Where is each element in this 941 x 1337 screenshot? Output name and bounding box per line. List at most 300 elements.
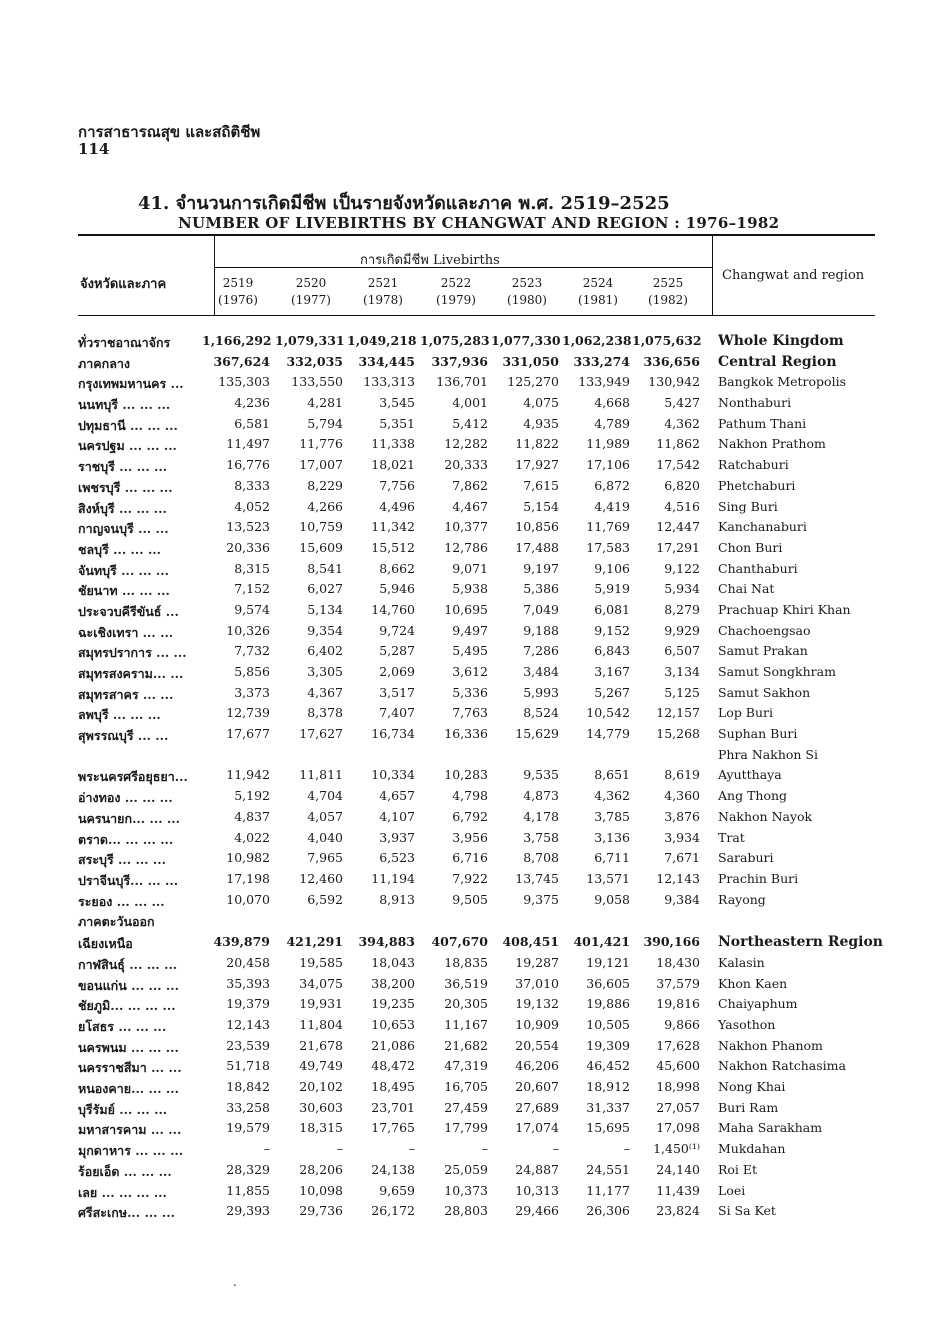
table-row [0, 1058, 941, 1079]
row-label-thai: ลพบุรี ... ... ... [78, 707, 161, 723]
table-row [0, 788, 941, 809]
row-label-english: Chanthaburi [718, 560, 798, 576]
cell-value: 17,583 [586, 539, 630, 555]
cell-value: 23,824 [656, 1203, 700, 1219]
cell-value: 6,081 [594, 601, 630, 617]
cell-value: 4,837 [234, 808, 270, 824]
row-label-english: Rayong [718, 891, 766, 907]
column-header-region-thai: จังหวัดและภาค [80, 277, 167, 292]
cell-value: 5,386 [523, 581, 559, 597]
cell-value: 3,937 [379, 829, 415, 845]
cell-value: 37,010 [515, 975, 559, 991]
cell-value: 3,545 [379, 395, 415, 411]
row-label-thai: สมุทรสงคราม... ... [78, 666, 184, 681]
cell-value: 12,447 [656, 519, 700, 535]
cell-value: 29,393 [226, 1203, 270, 1219]
cell-value: 17,488 [515, 539, 559, 555]
cell-value: 4,057 [307, 808, 343, 824]
cell-value: 5,427 [664, 395, 700, 411]
cell-value: 1,075,283 [420, 333, 490, 348]
cell-value: 13,745 [515, 870, 559, 886]
cell-value: 5,192 [234, 788, 270, 804]
cell-value: 9,574 [234, 601, 270, 617]
cell-value: 334,445 [358, 353, 415, 369]
cell-value: 11,822 [515, 436, 559, 452]
row-label-english: Lop Buri [718, 705, 774, 721]
footnote-mark: . [233, 1275, 237, 1289]
cell-value: 23,539 [226, 1037, 270, 1053]
cell-value: 6,843 [594, 643, 630, 659]
cell-value: 6,592 [307, 891, 343, 907]
table-row [0, 747, 941, 768]
row-label-english: Phra Nakhon Si [718, 746, 818, 762]
cell-value: 18,495 [371, 1079, 415, 1095]
row-label-thai: อ่างทอง ... ... ... [78, 790, 173, 806]
table-row [0, 1162, 941, 1183]
cell-value: 18,021 [371, 457, 415, 473]
cell-value: 407,670 [431, 934, 488, 950]
row-label-english: Ratchaburi [718, 457, 789, 473]
cell-value: 13,571 [586, 870, 630, 886]
row-label-thai: ทั่วราชอาณาจักร [78, 335, 171, 350]
table-title-thai: 41. จำนวนการเกิดมีชีพ เป็นรายจังหวัดและภาค พ.ศ. 2519–2525 [138, 193, 670, 214]
cell-value: 6,507 [664, 643, 700, 659]
year-be: 2523 [511, 276, 543, 290]
cell-value: 17,542 [656, 457, 700, 473]
cell-value: 15,609 [299, 539, 343, 555]
cell-value: 13,523 [226, 519, 270, 535]
cell-value: 9,384 [664, 891, 700, 907]
cell-value: 7,407 [379, 705, 415, 721]
cell-value: 4,367 [307, 684, 343, 700]
cell-value: 5,336 [452, 684, 488, 700]
cell-value: 18,842 [226, 1079, 270, 1095]
row-label-thai: ขอนแก่น ... ... ... [78, 977, 179, 993]
cell-value: 6,523 [379, 850, 415, 866]
row-label-english: Sing Buri [718, 498, 778, 514]
cell-value: 5,946 [379, 581, 415, 597]
cell-value: 9,659 [379, 1182, 415, 1198]
row-label-english: Nonthaburi [718, 395, 792, 411]
cell-value: 3,876 [664, 808, 700, 824]
cell-value: 7,922 [452, 870, 488, 886]
cell-value: 38,200 [371, 975, 415, 991]
cell-value: 1,166,292 [202, 333, 272, 348]
year-ad: (1979) [436, 293, 476, 307]
cell-value: 10,313 [515, 1182, 559, 1198]
row-label-english: Samut Songkhram [718, 664, 836, 679]
row-label-thai: พระนครศรีอยุธยา... [78, 769, 188, 785]
cell-value: 16,734 [371, 726, 415, 742]
cell-value: 17,927 [515, 457, 559, 473]
cell-value: – [408, 1141, 415, 1157]
row-label-thai: ประจวบคีรีขันธ์ ... [78, 603, 179, 619]
cell-value: 11,177 [586, 1182, 630, 1198]
row-label-english: Trat [718, 829, 745, 845]
cell-value: 30,603 [299, 1099, 343, 1115]
cell-value: 9,929 [664, 622, 700, 638]
table-row [0, 519, 941, 540]
cell-value: 3,305 [307, 664, 343, 679]
cell-value: 8,524 [523, 705, 559, 721]
cell-value: 20,333 [444, 457, 488, 473]
cell-value: 9,497 [452, 622, 488, 638]
row-label-thai: ภาคกลาง [78, 355, 130, 371]
cell-value: 20,336 [226, 539, 270, 555]
column-divider [712, 236, 713, 315]
cell-value: 9,354 [307, 622, 343, 638]
cell-value: 19,132 [515, 996, 559, 1012]
row-label-thai: นครพนม ... ... ... [78, 1039, 179, 1055]
cell-value: 5,351 [379, 415, 415, 431]
row-label-english: Maha Sarakham [718, 1120, 823, 1136]
cell-value: 9,505 [452, 891, 488, 907]
cell-value: 333,274 [573, 353, 630, 369]
row-label-english: Central Region [718, 353, 837, 370]
row-label-thai: ฉะเชิงเทรา ... ... [78, 624, 174, 640]
row-label-english: Ang Thong [718, 788, 788, 804]
row-label-thai: ยโสธร ... ... ... [78, 1019, 167, 1034]
cell-value: 8,662 [379, 560, 415, 576]
cell-value: 7,615 [523, 477, 559, 493]
cell-value: 4,360 [664, 788, 700, 804]
cell-value: 25,059 [444, 1161, 488, 1177]
year-header [205, 275, 271, 309]
row-label-english: Whole Kingdom [718, 333, 844, 349]
cell-value: 7,756 [379, 477, 415, 493]
row-label-english: Buri Ram [718, 1099, 779, 1115]
cell-value: 4,178 [523, 808, 559, 824]
cell-value: 3,934 [664, 829, 700, 845]
row-label-thai: นครนายก... ... ... [78, 810, 180, 826]
cell-value: 367,624 [213, 353, 270, 369]
cell-value: 6,027 [307, 581, 343, 597]
row-label-english: Samut Prakan [718, 643, 808, 659]
table-row [0, 561, 941, 582]
table-row [0, 1203, 941, 1224]
cell-value: 1,079,331 [275, 333, 345, 348]
row-label-thai: ภาคตะวันออก [78, 914, 155, 930]
cell-value: 10,070 [226, 891, 270, 907]
row-label-thai: จันทบุรี ... ... ... [78, 562, 169, 578]
table-row [0, 436, 941, 457]
table-title-english: NUMBER OF LIVEBIRTHS BY CHANGWAT AND REGION : 1976–1982 [178, 214, 780, 232]
cell-value: 4,022 [234, 829, 270, 845]
cell-value: 4,467 [452, 498, 488, 514]
year-ad: (1981) [578, 293, 618, 307]
cell-value: 9,152 [594, 622, 630, 638]
cell-value: 390,166 [643, 934, 700, 950]
cell-value: 14,760 [371, 601, 415, 617]
year-ad: (1977) [291, 293, 331, 307]
cell-value: 26,172 [371, 1203, 415, 1219]
cell-value: 16,776 [226, 457, 270, 473]
cell-value: 11,776 [299, 436, 343, 452]
cell-value: 19,309 [586, 1037, 630, 1053]
cell-value: 9,071 [452, 560, 488, 576]
cell-value: 18,912 [586, 1079, 630, 1095]
cell-value: 17,677 [226, 726, 270, 742]
table-row [0, 1017, 941, 1038]
row-label-thai: กาญจนบุรี ... ... [78, 521, 169, 537]
cell-value: 10,283 [444, 767, 488, 783]
table-row [0, 395, 941, 416]
cell-value: 10,695 [444, 601, 488, 617]
cell-value: 136,701 [436, 374, 488, 390]
year-be: 2519 [222, 276, 254, 290]
row-label-thai: สระบุรี ... ... ... [78, 852, 166, 868]
cell-value: 19,816 [656, 996, 700, 1012]
table-row [0, 892, 941, 913]
cell-value: 7,671 [664, 850, 700, 866]
cell-value: 36,519 [444, 975, 488, 991]
year-be: 2524 [582, 276, 614, 290]
table-row [0, 767, 941, 788]
cell-value: – [623, 1141, 630, 1157]
cell-value: 21,682 [444, 1037, 488, 1053]
cell-value: 4,419 [594, 498, 630, 514]
row-label-english: Yasothon [718, 1017, 776, 1032]
row-label-english: Nakhon Phanom [718, 1037, 823, 1053]
cell-value: 49,749 [299, 1058, 343, 1074]
cell-value: 5,154 [523, 498, 559, 514]
cell-value: 331,050 [502, 353, 559, 369]
cell-value: 10,542 [586, 705, 630, 721]
cell-value: 3,484 [523, 664, 559, 679]
table-row [0, 705, 941, 726]
cell-value: 18,430 [656, 954, 700, 970]
column-header-region-english: Changwat and region [722, 268, 865, 283]
table-row [0, 499, 941, 520]
cell-value: 7,732 [234, 643, 270, 659]
cell-value: 18,835 [444, 954, 488, 970]
cell-value: 11,167 [444, 1017, 488, 1032]
cell-value: 4,668 [594, 395, 630, 411]
table-row [0, 374, 941, 395]
cell-value: 9,106 [594, 560, 630, 576]
table-row [0, 685, 941, 706]
cell-value: 421,291 [286, 934, 343, 950]
cell-value: 35,393 [226, 975, 270, 991]
cell-value: 9,866 [664, 1017, 700, 1032]
row-label-thai: กาฬสินธุ์ ... ... ... [78, 956, 178, 972]
row-label-thai: เพชรบุรี ... ... ... [78, 479, 173, 495]
cell-value: 17,098 [656, 1120, 700, 1136]
cell-value: 11,811 [299, 767, 343, 783]
cell-value: 29,466 [515, 1203, 559, 1219]
row-label-english: Nakhon Ratchasima [718, 1058, 846, 1074]
cell-value: 21,086 [371, 1037, 415, 1053]
table-row [0, 643, 941, 664]
cell-value: 27,057 [656, 1099, 700, 1115]
cell-value: 10,373 [444, 1182, 488, 1198]
cell-value: 7,049 [523, 601, 559, 617]
cell-value: 4,075 [523, 395, 559, 411]
table-row [0, 830, 941, 851]
cell-value: 17,799 [444, 1120, 488, 1136]
cell-value: 27,459 [444, 1099, 488, 1115]
cell-value: 9,197 [523, 560, 559, 576]
cell-value: 12,460 [299, 870, 343, 886]
cell-value: 34,075 [299, 975, 343, 991]
table-row [0, 540, 941, 561]
cell-value: 46,206 [515, 1058, 559, 1074]
cell-value: 332,035 [286, 353, 343, 369]
row-label-thai: หนองคาย... ... ... [78, 1081, 179, 1097]
cell-value: 24,551 [586, 1161, 630, 1177]
cell-value: 15,695 [586, 1120, 630, 1136]
table-row [0, 478, 941, 499]
cell-value: 7,763 [452, 705, 488, 721]
cell-value: 28,206 [299, 1161, 343, 1177]
row-label-english: Si Sa Ket [718, 1203, 776, 1219]
cell-value: 16,705 [444, 1079, 488, 1095]
cell-value: – [481, 1141, 488, 1157]
cell-value: 133,550 [291, 374, 343, 390]
cell-value: 3,517 [379, 684, 415, 700]
row-label-english: Ayutthaya [718, 767, 782, 783]
cell-value: 20,102 [299, 1079, 343, 1095]
cell-value: 8,378 [307, 705, 343, 721]
table-row [0, 726, 941, 747]
cell-value: 4,052 [234, 498, 270, 514]
cell-value: 16,336 [444, 726, 488, 742]
cell-value: 11,338 [371, 436, 415, 452]
cell-value: 11,989 [586, 436, 630, 452]
cell-value: 8,619 [664, 767, 700, 783]
cell-value: 5,934 [664, 581, 700, 597]
cell-value: 10,334 [371, 767, 415, 783]
row-label-english: Northeastern Region [718, 934, 883, 951]
cell-value: 4,236 [234, 395, 270, 411]
cell-value: 8,651 [594, 767, 630, 783]
year-header [350, 275, 416, 309]
cell-value: 19,585 [299, 954, 343, 970]
cell-value: 17,765 [371, 1120, 415, 1136]
cell-value: 17,198 [226, 870, 270, 886]
row-label-thai: นครปฐม ... ... ... [78, 438, 177, 454]
cell-value: 9,535 [523, 767, 559, 783]
table-row [0, 912, 941, 934]
row-label-english: Loei [718, 1182, 746, 1198]
cell-value: 10,982 [226, 850, 270, 866]
cell-value: 4,496 [379, 498, 415, 514]
cell-value: 3,373 [234, 684, 270, 700]
year-header [423, 275, 489, 309]
cell-value: 6,820 [664, 477, 700, 493]
cell-value: 20,607 [515, 1079, 559, 1095]
cell-value: 18,998 [656, 1079, 700, 1095]
cell-value: 4,362 [664, 415, 700, 431]
cell-value: 12,143 [656, 870, 700, 886]
cell-value: 10,759 [299, 519, 343, 535]
table-row [0, 1183, 941, 1204]
cell-value: 5,287 [379, 643, 415, 659]
cell-value: 3,136 [594, 829, 630, 845]
cell-value: 11,342 [371, 519, 415, 535]
cell-value: 6,581 [234, 415, 270, 431]
cell-value: 19,287 [515, 954, 559, 970]
cell-value: 4,107 [379, 808, 415, 824]
cell-value: 10,505 [586, 1017, 630, 1032]
cell-value: 29,736 [299, 1203, 343, 1219]
cell-value: 4,704 [307, 788, 343, 804]
row-label-english: Khon Kaen [718, 975, 788, 991]
cell-value: 6,711 [594, 850, 630, 866]
row-label-thai: สิงห์บุรี ... ... ... [78, 500, 167, 516]
cell-value: 10,856 [515, 519, 559, 535]
cell-value: 5,794 [307, 415, 343, 431]
year-header [494, 275, 560, 309]
cell-value: 8,708 [523, 850, 559, 866]
cell-value: 17,627 [299, 726, 343, 742]
table-row [0, 457, 941, 478]
row-label-english: Chon Buri [718, 539, 783, 555]
data-table [0, 333, 941, 1224]
row-label-english: Prachin Buri [718, 870, 799, 886]
year-ad: (1982) [648, 293, 688, 307]
cell-value: 408,451 [502, 934, 559, 950]
cell-value: 394,883 [358, 934, 415, 950]
cell-value: 11,194 [371, 870, 415, 886]
cell-value: 11,769 [586, 519, 630, 535]
cell-value: 5,125 [664, 684, 700, 700]
cell-value: 3,956 [452, 829, 488, 845]
row-label-english: Roi Et [718, 1161, 758, 1177]
cell-value: 9,188 [523, 622, 559, 638]
cell-value: 4,266 [307, 498, 343, 514]
cell-value: – [552, 1141, 559, 1157]
cell-value: 31,337 [586, 1099, 630, 1115]
year-header [278, 275, 344, 309]
cell-value: 133,949 [578, 374, 630, 390]
cell-value: 10,326 [226, 622, 270, 638]
cell-value: 37,579 [656, 975, 700, 991]
top-rule [78, 234, 875, 236]
page-number: 114 [78, 140, 110, 158]
cell-value: 17,007 [299, 457, 343, 473]
row-label-thai: เลย ... ... ... ... [78, 1184, 167, 1200]
year-be: 2525 [652, 276, 684, 290]
cell-value: 9,122 [664, 560, 700, 576]
row-label-english: Nong Khai [718, 1079, 786, 1095]
row-label-english: Nakhon Nayok [718, 808, 813, 824]
cell-value: 10,653 [371, 1017, 415, 1032]
table-row [0, 976, 941, 997]
cell-value: 11,439 [656, 1182, 700, 1198]
cell-value: 3,167 [594, 664, 630, 679]
cell-value: 47,319 [444, 1058, 488, 1074]
section-header: การสาธารณสุข และสถิติชีพ [78, 123, 261, 141]
cell-value: 8,229 [307, 477, 343, 493]
cell-value: 11,804 [299, 1017, 343, 1032]
cell-value: 17,106 [586, 457, 630, 473]
cell-value: 7,152 [234, 581, 270, 597]
table-row [0, 333, 941, 354]
row-label-thai: นครราชสีมา ... ... [78, 1060, 182, 1076]
cell-value: 12,282 [444, 436, 488, 452]
year-be: 2520 [295, 276, 327, 290]
table-row [0, 602, 941, 623]
cell-value: 1,062,238 [562, 333, 632, 348]
cell-value: 18,043 [371, 954, 415, 970]
cell-value: 5,856 [234, 664, 270, 679]
cell-value: 1,450⁽¹⁾ [653, 1141, 700, 1157]
cell-value: 4,657 [379, 788, 415, 804]
row-label-english: Chaiyaphum [718, 996, 798, 1012]
cell-value: 125,270 [507, 374, 559, 390]
header-bottom-rule [78, 315, 875, 316]
